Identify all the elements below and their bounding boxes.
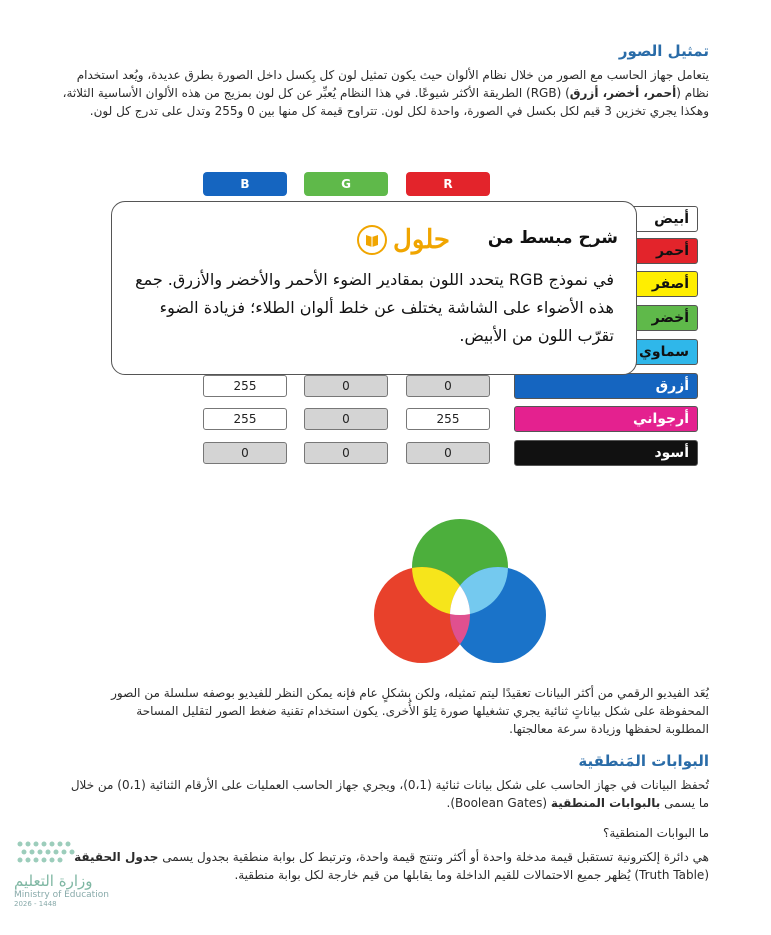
logic-gates-question: ما البوابات المنطقية؟	[602, 826, 709, 840]
color-red: أحمر	[514, 238, 698, 264]
cell-black-g: 0	[304, 442, 388, 464]
ministry-name-ar: وزارة التعليم	[14, 872, 93, 890]
paragraph-line: المحفوظة على شكل بياناتٍ ثنائية يجري تشغيلها صورة تِلوَ الأُخرى. يكون استخدام تقنية ضغط الصور لتقليل المساحة	[136, 704, 709, 718]
paragraph-line: نظام (أحمر، أخضر، أزرق) (RGB) الطريقة الأكثر شيوعًا. في هذا النظام يُعبِّر عن كل لون بمزيج من هذه الألوان الأساسية الثلاثة،	[62, 86, 709, 100]
paragraph-line: (Truth Table) يُظهر جميع الاحتمالات للقيم الداخلة وما يقابلها من قيم خارجة لكل بوابة منطقية.	[234, 868, 709, 882]
header-green: G	[304, 172, 388, 196]
popup-body: في نموذج RGB يتحدد اللون بمقادير الضوء الأحمر والأخضر والأزرق. جمع هذه الأضواء على الشاشة يختلف عن خلط ألوان الطلاء؛ فزيادة الضوء تقرّب اللون من الأبيض.	[135, 270, 614, 345]
dots-pattern-icon	[14, 838, 84, 864]
cell-magenta-g: 0	[304, 408, 388, 430]
header-blue: B	[203, 172, 287, 196]
edition-year: 2026 - 1448	[14, 900, 57, 908]
logic-gates-paragraph	[59, 776, 709, 812]
logic-gates-answer	[59, 848, 709, 884]
paragraph-line: تُحفظ البيانات في جهاز الحاسب على شكل بيانات ثنائية (0،1)، ويجري جهاز الحاسب العمليات على الأرقام الثنائية (0،1) من خلال	[70, 778, 709, 792]
cell-magenta-b: 255	[203, 408, 287, 430]
logo-text: حلول	[393, 225, 451, 255]
color-black: أسود	[514, 440, 698, 466]
paragraph-line: ما يسمى بالبوابات المنطقية (Boolean Gates).	[446, 796, 709, 810]
color-magenta: أرجواني	[514, 406, 698, 432]
ministry-logo	[14, 838, 124, 908]
book-icon	[357, 225, 387, 255]
hulul-logo	[357, 219, 450, 261]
color-blue: أزرق	[514, 373, 698, 399]
cell-magenta-r: 255	[406, 408, 490, 430]
color-cyan: سماوي	[514, 339, 698, 365]
paragraph-line: هي دائرة إلكترونية تستقبل قيمة مدخلة واحدة أو أكثر وتنتج قيمة واحدة، وترتبط كل بوابة منطقية بجدول يسمى جدول الحقيقة	[74, 850, 709, 864]
popup-title: شرح مبسط من	[487, 228, 618, 248]
explanation-popup	[111, 201, 637, 375]
section-title-image-representation: تمثيل الصور	[618, 42, 709, 60]
ministry-name-en: Ministry of Education	[14, 890, 109, 900]
rgb-venn-diagram	[360, 515, 560, 675]
section-title-logic-gates: البوابات المَنطقية	[578, 752, 709, 770]
cell-blue-b: 255	[203, 375, 287, 397]
image-representation-paragraph	[59, 66, 709, 120]
color-green: أخضر	[514, 305, 698, 331]
video-paragraph	[59, 684, 709, 738]
paragraph-line: يتعامل جهاز الحاسب مع الصور من خلال نظام الألوان حيث يكون تمثيل لون كل بِكسل داخل الصورة بطرق عديدة، ويُعد استخدام	[76, 68, 709, 82]
paragraph-line: وهكذا يجري تخزين 3 قيم لكل بكسل في الصورة، واحدة لكل لون. تتراوح قيمة كل منها بين 0 و255 وتدل على تدرج كل لون.	[89, 104, 709, 118]
cell-blue-g: 0	[304, 375, 388, 397]
color-yellow: أصفر	[514, 271, 698, 297]
cell-black-r: 0	[406, 442, 490, 464]
cell-blue-r: 0	[406, 375, 490, 397]
header-red: R	[406, 172, 490, 196]
paragraph-line: يُعَد الفيديو الرقمي من أكثر البيانات تعقيدًا ليتم تمثيله، ولكن بشكلٍ عام فإنه يمكن النظر للفيديو بوصفه سلسلة من الصور	[111, 686, 709, 700]
paragraph-line: المطلوبة لحفظها وزيادة سرعة معالجتها.	[509, 722, 709, 736]
cell-black-b: 0	[203, 442, 287, 464]
color-white: أبيض	[514, 206, 698, 232]
